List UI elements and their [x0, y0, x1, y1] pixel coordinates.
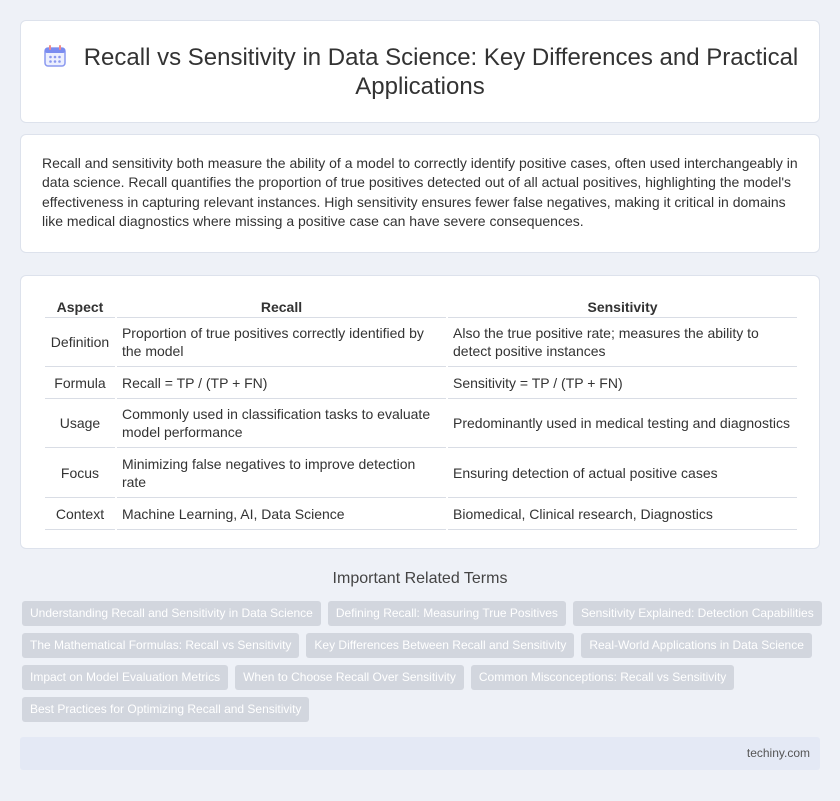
related-term-tag[interactable]: Common Misconceptions: Recall vs Sensitivity [471, 665, 734, 690]
intro-card [20, 134, 820, 253]
footer-site-link[interactable]: techiny.com [746, 746, 810, 760]
related-term-tag[interactable]: Best Practices for Optimizing Recall and Sensitivity [22, 697, 309, 722]
table-row [45, 367, 797, 399]
related-term-tag[interactable]: Sensitivity Explained: Detection Capabilities [573, 601, 822, 626]
aspect-cell: Definition [45, 318, 115, 367]
table-row [45, 318, 797, 367]
related-term-tag[interactable]: Defining Recall: Measuring True Positives [328, 601, 566, 626]
related-term-tag[interactable]: Impact on Model Evaluation Metrics [22, 665, 228, 690]
related-terms-list [22, 601, 822, 729]
table-row [45, 399, 797, 448]
page-title-text: Recall vs Sensitivity in Data Science: Key Differences and Practical Applications [83, 44, 799, 100]
header-aspect: Aspect [45, 295, 115, 318]
title-card [20, 20, 820, 123]
comparison-table [43, 295, 799, 530]
sensitivity-cell: Predominantly used in medical testing and diagnostics [448, 399, 797, 448]
table-row [45, 498, 797, 530]
related-term-tag[interactable]: The Mathematical Formulas: Recall vs Sensitivity [22, 633, 299, 658]
calendar-icon [42, 43, 68, 69]
table-row [45, 448, 797, 498]
related-term-tag[interactable]: Understanding Recall and Sensitivity in Data Science [22, 601, 321, 626]
comparison-card [20, 275, 820, 549]
header-sensitivity: Sensitivity [448, 295, 797, 318]
footer [20, 737, 820, 770]
sensitivity-cell: Also the true positive rate; measures the ability to detect positive instances [448, 318, 797, 367]
recall-cell: Recall = TP / (TP + FN) [117, 367, 446, 399]
table-header-row [45, 295, 797, 318]
related-term-tag[interactable]: Key Differences Between Recall and Sensitivity [306, 633, 574, 658]
related-term-tag[interactable]: When to Choose Recall Over Sensitivity [235, 665, 464, 690]
recall-cell: Machine Learning, AI, Data Science [117, 498, 446, 530]
page-title [21, 43, 819, 101]
intro-paragraph: Recall and sensitivity both measure the ability of a model to correctly identify positive cases, often used interchangeably in data science. Recall quantifies the proportion of true positives detected out of all actual positives, highlighting the model's effectiveness in capturing relevant instances. High sensitivity ensures fewer false negatives, making it critical in domains like medical diagnostics where missing a positive case can have severe consequences. [42, 155, 798, 230]
sensitivity-cell: Biomedical, Clinical research, Diagnostics [448, 498, 797, 530]
sensitivity-cell: Sensitivity = TP / (TP + FN) [448, 367, 797, 399]
recall-cell: Proportion of true positives correctly identified by the model [117, 318, 446, 367]
sensitivity-cell: Ensuring detection of actual positive cases [448, 448, 797, 498]
aspect-cell: Focus [45, 448, 115, 498]
related-term-tag[interactable]: Real-World Applications in Data Science [581, 633, 812, 658]
recall-cell: Minimizing false negatives to improve detection rate [117, 448, 446, 498]
recall-cell: Commonly used in classification tasks to evaluate model performance [117, 399, 446, 448]
related-terms-heading: Important Related Terms [332, 570, 508, 587]
aspect-cell: Usage [45, 399, 115, 448]
aspect-cell: Context [45, 498, 115, 530]
header-recall: Recall [117, 295, 446, 318]
aspect-cell: Formula [45, 367, 115, 399]
